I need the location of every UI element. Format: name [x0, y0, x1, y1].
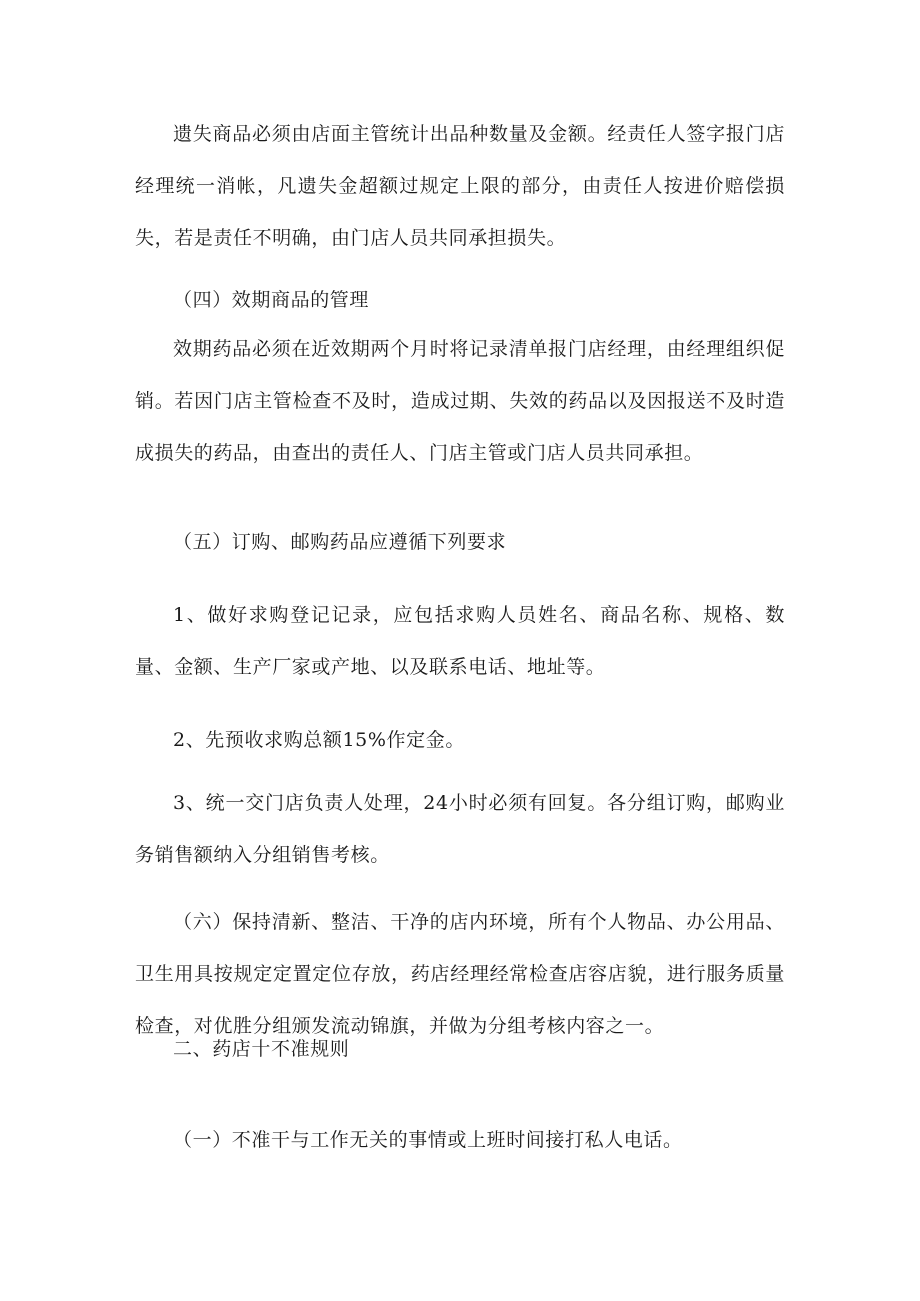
paragraph-store-environment: （六）保持清新、整洁、干净的店内环境，所有个人物品、办公用品、卫生用具按规定定置定位存放，药店经理经常检查店容店貌，进行服务质量检查，对优胜分组颁发流动锦旗，并做为分组考核内容之一。 [135, 911, 785, 1037]
paragraph-ordering-item-2: 2、先预收求购总额15%作定金。 [173, 729, 465, 751]
section-heading-expiry-goods: （四）效期商品的管理 [173, 289, 370, 311]
paragraph-ordering-item-1: 1、做好求购登记记录，应包括求购人员姓名、商品名称、规格、数量、金额、生产厂家或产地、以及联系电话、地址等。 [135, 604, 785, 678]
paragraph-prohibition-1: （一）不准干与工作无关的事情或上班时间接打私人电话。 [173, 1129, 683, 1151]
section-heading-ordering: （五）订购、邮购药品应遵循下列要求 [173, 531, 507, 553]
section-heading-ten-prohibitions: 二、药店十不准规则 [173, 1038, 350, 1060]
paragraph-ordering-item-3: 3、统一交门店负责人处理，24小时必须有回复。各分组订购，邮购业务销售额纳入分组销售考核。 [135, 792, 785, 866]
paragraph-expiry-drugs: 效期药品必须在近效期两个月时将记录清单报门店经理，由经理组织促销。若因门店主管检查不及时，造成过期、失效的药品以及因报送不及时造成损失的药品，由查出的责任人、门店主管或门店人员共同承担。 [135, 338, 785, 464]
paragraph-lost-goods: 遗失商品必须由店面主管统计出品种数量及金额。经责任人签字报门店经理统一消帐，凡遗失金超额过规定上限的部分，由责任人按进价赔偿损失，若是责任不明确，由门店人员共同承担损失。 [135, 123, 785, 249]
